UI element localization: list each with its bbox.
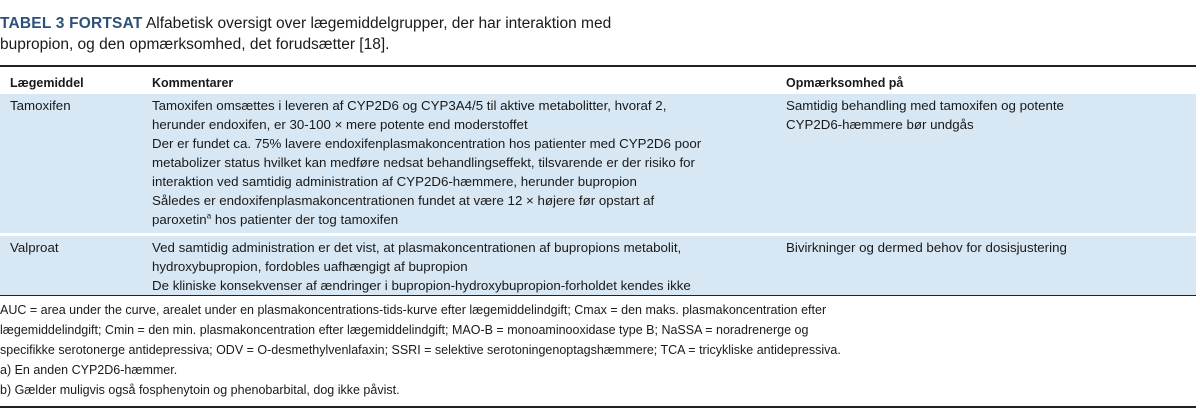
table-row <box>0 94 1196 233</box>
table-label: TABEL 3 FORTSAT <box>0 15 143 32</box>
cell-comments <box>152 238 772 295</box>
footnote-marker: a <box>206 211 212 221</box>
comment-line: interaktion ved samtidig administration af CYP2D6-hæmmere, herunder bupropion <box>152 174 637 189</box>
comment-text: paroxetin <box>152 212 207 227</box>
cell-attention <box>786 96 1126 134</box>
comment-text: hos patienter der tog tamoxifen <box>211 212 399 227</box>
footnote-line: specifikke serotonerge antidepressiva; ODV = O-desmethylvenlafaxin; SSRI = selektive serotoningenoptagshæmmere; TCA = tricykliske antidepressiva. <box>0 343 841 357</box>
comment-line: Der er fundet ca. 75% lavere endoxifenplasmakoncentration hos patienter med CYP2D6 poor <box>152 136 702 151</box>
comment-line: De kliniske konsekvenser af ændringer i bupropion-hydroxybupropion-forholdet kendes ikke <box>152 278 691 293</box>
cell-comments <box>152 96 772 229</box>
table-row <box>0 236 1196 295</box>
comment-line: Ved samtidig administration er det vist, at plasmakoncentrationen af bupropions metabolit, <box>152 240 682 255</box>
attention-line: Samtidig behandling med tamoxifen og potente <box>786 98 1064 113</box>
cell-drug: Tamoxifen <box>10 98 71 113</box>
cell-drug: Valproat <box>10 240 59 255</box>
comment-line: metabolizer status hvilket kan medføre nedsat behandlingseffekt, tilsvarende er der risiko for <box>152 155 695 170</box>
comment-line <box>152 210 772 229</box>
column-header-drug: Lægemiddel <box>10 76 84 90</box>
column-header-attention: Opmærksomhed på <box>786 76 904 90</box>
comment-line: Således er endoxifenplasmakoncentrationen fundet at være 12 × højere før opstart af <box>152 193 655 208</box>
footnote-line: AUC = area under the curve, arealet under en plasmakoncentrations-tids-kurve efter lægemiddelindgift; Cmax = den maks. plasmakoncentration efter <box>0 303 827 317</box>
bottom-rule <box>0 406 1196 408</box>
table-bottom-rule <box>0 295 1196 296</box>
cell-attention <box>786 238 1126 257</box>
footnote-b: b) Gælder muligvis også fosphenytoin og phenobarbital, dog ikke påvist. <box>0 383 400 397</box>
attention-line: Bivirkninger og dermed behov for dosisjustering <box>786 240 1067 255</box>
attention-line: CYP2D6-hæmmere bør undgås <box>786 117 974 132</box>
comment-line: hydroxybupropion, fordobles uafhængigt af bupropion <box>152 259 468 274</box>
footnote-line: lægemiddelindgift; Cmin = den min. plasmakoncentration efter lægemiddelindgift; MAO-B = monoaminooxidase type B; NaSSA = noradrenerge og <box>0 323 809 337</box>
footnotes <box>0 300 1196 400</box>
table-caption <box>0 13 1200 55</box>
column-header-comments: Kommentarer <box>152 76 234 90</box>
comment-line: Tamoxifen omsættes i leveren af CYP2D6 og CYP3A4/5 til aktive metabolitter, hvoraf 2, <box>152 98 667 113</box>
footnote-a: a) En anden CYP2D6-hæmmer. <box>0 363 178 377</box>
comment-line: herunder endoxifen, er 30-100 × mere potente end moderstoffet <box>152 117 528 132</box>
caption-text-line-2: bupropion, og den opmærksomhed, det forudsætter [18]. <box>0 36 390 53</box>
caption-text-line-1: Alfabetisk oversigt over lægemiddelgrupper, der har interaktion med <box>145 15 612 32</box>
table-header <box>0 67 1196 94</box>
